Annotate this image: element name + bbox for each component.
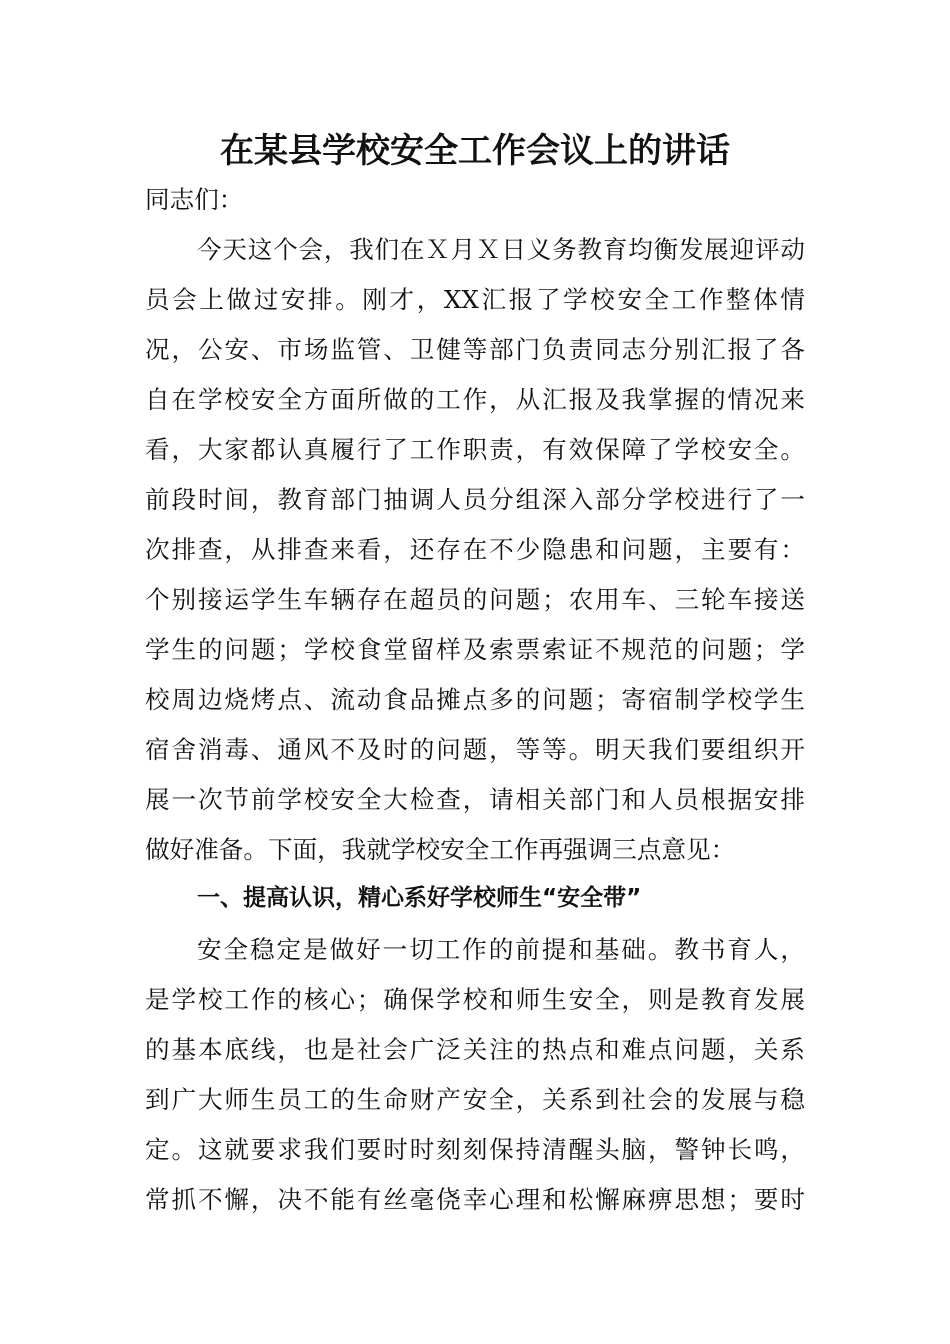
paragraph-line: 到广大师生员工的生命财产安全，关系到社会的发展与稳 bbox=[145, 1085, 805, 1114]
paragraph-line: 展一次节前学校安全大检查，请相关部门和人员根据安排 bbox=[145, 785, 805, 814]
paragraph-line: 安全稳定是做好一切工作的前提和基础。教书育人， bbox=[197, 935, 805, 964]
paragraph-line: 看，大家都认真履行了工作职责，有效保障了学校安全。 bbox=[145, 435, 805, 464]
paragraph-line: 宿舍消毒、通风不及时的问题，等等。明天我们要组织开 bbox=[145, 735, 805, 764]
paragraph-line: 前段时间，教育部门抽调人员分组深入部分学校进行了一 bbox=[145, 485, 805, 514]
paragraph-line: 常抓不懈，决不能有丝毫侥幸心理和松懈麻痹思想；要时 bbox=[145, 1185, 805, 1214]
paragraph-line: 个别接运学生车辆存在超员的问题；农用车、三轮车接送 bbox=[145, 585, 805, 614]
document-title: 在某县学校安全工作会议上的讲话 bbox=[220, 131, 730, 171]
paragraph-line: 校周边烧烤点、流动食品摊点多的问题；寄宿制学校学生 bbox=[145, 685, 805, 714]
paragraph-line: 况，公安、市场监管、卫健等部门负责同志分别汇报了各 bbox=[145, 335, 805, 364]
paragraph-line: 自在学校安全方面所做的工作，从汇报及我掌握的情况来 bbox=[145, 385, 805, 414]
paragraph-line: 员会上做过安排。刚才，XX汇报了学校安全工作整体情 bbox=[145, 285, 805, 314]
paragraph-line: 是学校工作的核心；确保学校和师生安全，则是教育发展 bbox=[145, 985, 805, 1014]
salutation: 同志们： bbox=[145, 185, 244, 214]
paragraph-line: 学生的问题；学校食堂留样及索票索证不规范的问题；学 bbox=[145, 635, 805, 664]
paragraph-line: 今天这个会，我们在Ｘ月Ｘ日义务教育均衡发展迎评动 bbox=[197, 235, 805, 264]
section-heading-1: 一、提高认识，精心系好学校师生“安全带” bbox=[197, 885, 642, 911]
paragraph-line: 做好准备。下面，我就学校安全工作再强调三点意见： bbox=[145, 835, 736, 864]
paragraph-line: 的基本底线，也是社会广泛关注的热点和难点问题，关系 bbox=[145, 1035, 805, 1064]
paragraph-line: 定。这就要求我们要时时刻刻保持清醒头脑，警钟长鸣， bbox=[145, 1135, 805, 1164]
paragraph-line: 次排查，从排查来看，还存在不少隐患和问题，主要有： bbox=[145, 535, 805, 564]
